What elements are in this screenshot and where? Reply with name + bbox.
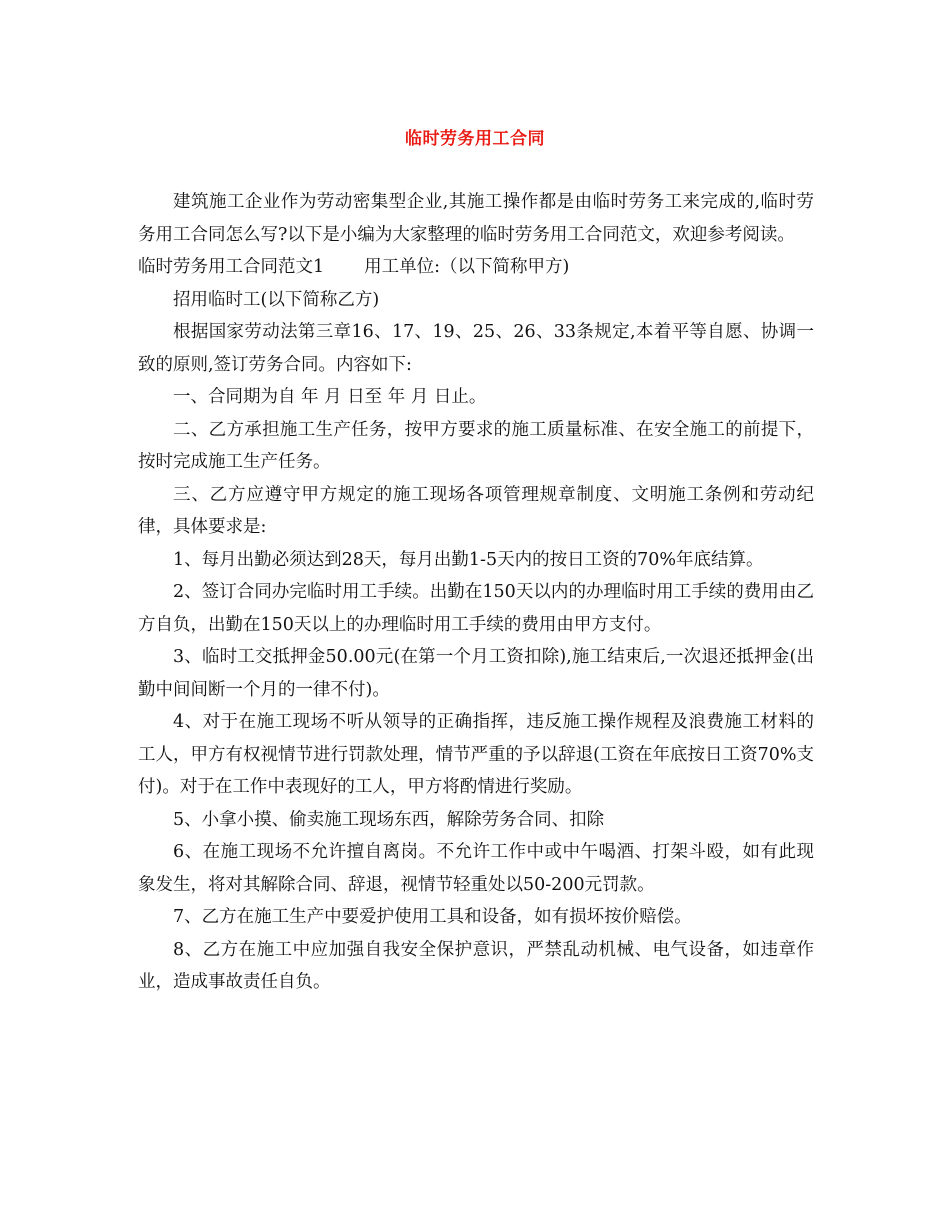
rule-safety: 8、乙方在施工中应加强自我安全保护意识，严禁乱动机械、电气设备，如违章作业，造成事故责任自负。 [138,939,814,992]
document-title: 临时劳务用工合同 [405,129,545,149]
paragraph-hire: 招用临时工(以下简称乙方) [173,289,380,310]
intro-paragraph: 建筑施工企业作为劳动密集型企业,其施工操作都是由临时劳务工来完成的,临时劳务用工合同怎么写?以下是小编为大家整理的临时劳务用工合同范文，欢迎参考阅读。 [138,192,814,245]
clause-rules: 三、乙方应遵守甲方规定的施工现场各项管理规章制度、文明施工条例和劳动纪律，具体要求是: [138,484,814,537]
rule-procedures: 2、签订合同办完临时用工手续。出勤在150天以内的办理临时用工手续的费用由乙方自负，出勤在150天以上的办理临时用工手续的费用由甲方支付。 [138,582,814,635]
document-body [138,186,814,999]
clause-term: 一、合同期为自 年 月 日至 年 月 日止。 [173,387,487,407]
paragraph-basis: 根据国家劳动法第三章16、17、19、25、26、33条规定,本着平等自愿、协调一致的原则,签订劳务合同。内容如下: [138,322,814,375]
clause-duties: 二、乙方承担施工生产任务，按甲方要求的施工质量标准、在安全施工的前提下，按时完成施工生产任务。 [138,419,814,472]
rule-equipment: 7、乙方在施工生产中要爱护使用工具和设备，如有损坏按价赔偿。 [173,907,692,927]
rule-theft: 5、小拿小摸、偷卖施工现场东西，解除劳务合同、扣除 [173,809,605,830]
rule-attendance: 1、每月出勤必须达到28天，每月出勤1-5天内的按日工资的70%年底结算。 [173,549,764,570]
rule-leaving-post: 6、在施工现场不允许擅自离岗。不允许工作中或中午喝酒、打架斗殴，如有此现象发生，将对其解除合同、辞退，视情节轻重处以50-200元罚款。 [138,842,814,895]
sample-heading-line [138,251,814,284]
employer-line: 用工单位:（以下简称甲方) [364,257,570,277]
rule-discipline: 4、对于在施工现场不听从领导的正确指挥，违反施工操作规程及浪费施工材料的工人，甲方有权视情节进行罚款处理，情节严重的予以辞退(工资在年底按日工资70%支付)。对于在工作中表现好的工人，甲方将酌情进行奖励。 [138,712,814,797]
rule-deposit: 3、临时工交抵押金50.00元(在第一个月工资扣除),施工结束后,一次退还抵押金(出勤中间间断一个月的一律不付)。 [138,647,814,700]
sample-heading: 临时劳务用工合同范文1 [138,257,325,277]
